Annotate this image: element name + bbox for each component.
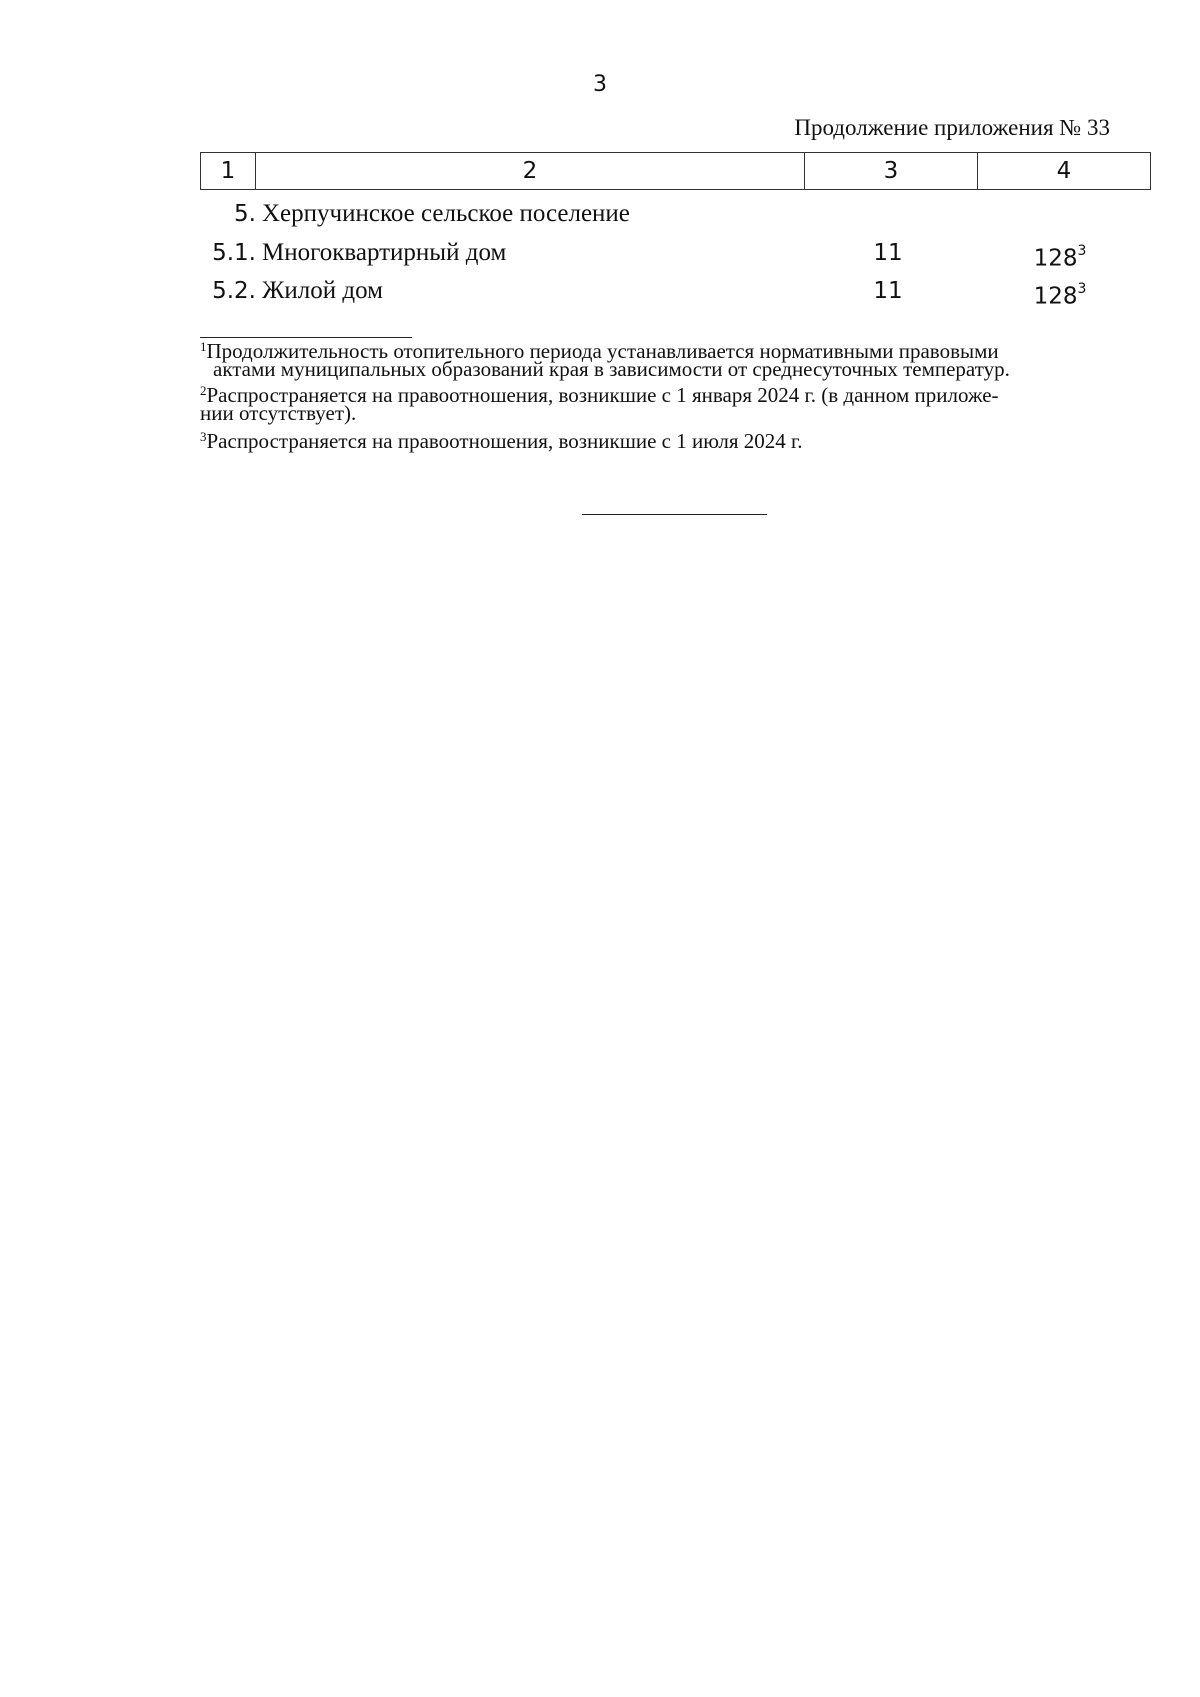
- footnote-3: [200, 429, 1146, 453]
- table-row: [200, 235, 1146, 271]
- column-number-2: 2: [256, 153, 805, 190]
- footnote-text-line1: Распространяется на правоотношения, возникшие с 1 июля 2024 г.: [206, 429, 803, 453]
- row-value-col4-number: 128: [1033, 283, 1078, 310]
- column-number-3: 3: [805, 153, 978, 190]
- row-number: 5.1.: [212, 240, 256, 266]
- footnote-text-line2: актами муниципальных образований края в зависимости от среднесуточных температур.: [213, 357, 1010, 381]
- row-value-col3: 11: [873, 278, 903, 304]
- column-number-1: 1: [201, 153, 256, 190]
- appendix-continuation-label: Продолжение приложения № 33: [794, 115, 1110, 140]
- footnote-mark: 2: [200, 383, 207, 398]
- footnote-mark: 1: [200, 339, 207, 354]
- row-value-col4-number: 128: [1033, 245, 1078, 272]
- footnote-text-line1: Продолжительность отопительного периода устанавливается нормативными правовыми: [206, 339, 999, 363]
- row-value-col4: [974, 235, 1146, 277]
- row-number: 5.2.: [212, 278, 256, 304]
- row-value-col3: 11: [873, 240, 903, 266]
- footnote-1: [200, 339, 1146, 381]
- row-name: Многоквартирный дом: [262, 239, 507, 266]
- footnote-mark: 3: [200, 429, 207, 444]
- table-row-settlement: [200, 196, 1146, 232]
- table-row: [200, 273, 1146, 309]
- footnote-reference: 3: [1077, 281, 1087, 297]
- column-number-header: [200, 152, 1151, 190]
- footnote-text-line2: нии отсутствует).: [200, 401, 357, 425]
- row-name: Херпучинское сельское поселение: [262, 200, 630, 227]
- row-number: 5.: [234, 201, 256, 227]
- row-name: Жилой дом: [262, 277, 383, 304]
- end-of-document-rule: [582, 514, 767, 515]
- page-number: 3: [593, 72, 607, 97]
- footnote-2: [200, 383, 1146, 425]
- footnote-reference: 3: [1077, 243, 1087, 259]
- footnote-separator: [200, 337, 412, 338]
- footnote-text-line1: Распространяется на правоотношения, возникшие с 1 января 2024 г. (в данном приложе-: [206, 383, 999, 407]
- column-number-4: 4: [978, 153, 1151, 190]
- row-value-col4: [974, 273, 1146, 315]
